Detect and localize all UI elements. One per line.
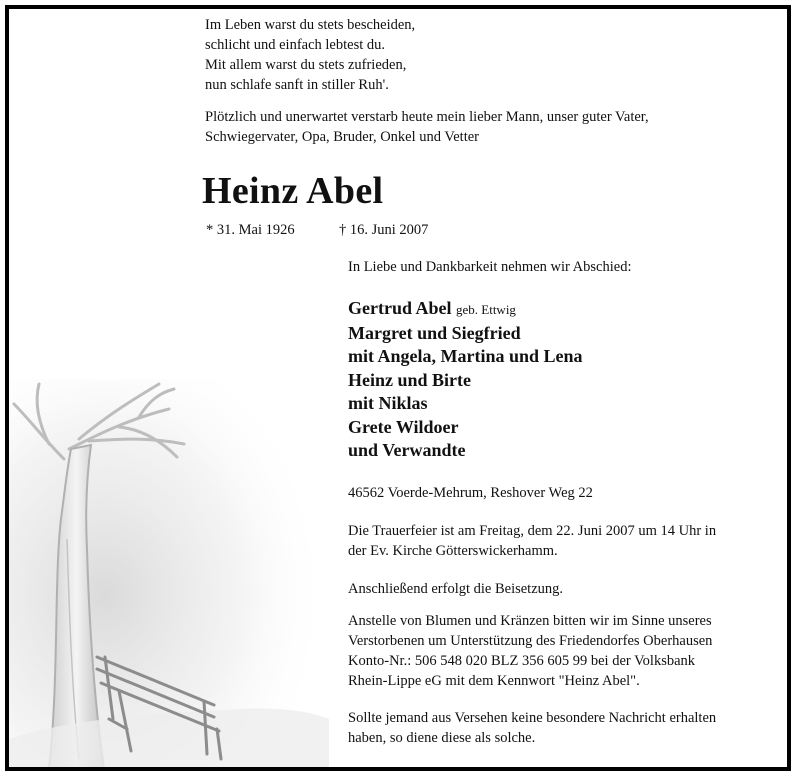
obituary-notice: [5, 5, 791, 771]
mourner-name: mit Niklas: [348, 393, 428, 413]
mourner-name: Grete Wildoer: [348, 416, 459, 437]
mourner-primary: Gertrud Abel: [348, 298, 452, 318]
mourner-name: mit Angela, Martina und Lena: [348, 346, 583, 366]
deceased-name: Heinz Abel: [202, 170, 384, 212]
burial-note: Anschließend erfolgt die Beisetzung.: [348, 581, 564, 597]
funeral-details: Die Trauerfeier ist am Freitag, dem 22. Juni 2007 um 14 Uhr in der Ev. Kirche Götterswickerhamm.: [348, 523, 717, 559]
closing-note: Sollte jemand aus Versehen keine besondere Nachricht erhalten haben, so diene diese als solche.: [348, 710, 717, 746]
mourner-name: Margret und Siegfried: [348, 322, 521, 343]
farewell-line: In Liebe und Dankbarkeit nehmen wir Abschied:: [348, 259, 632, 275]
mourner-name: und Verwandte: [348, 440, 466, 460]
death-date: † 16. Juni 2007: [339, 222, 429, 238]
maiden-name-note: geb. Ettwig: [456, 302, 516, 317]
family-address: 46562 Voerde-Mehrum, Reshover Weg 22: [348, 485, 593, 501]
memorial-poem: Im Leben warst du stets bescheiden, schlicht und einfach lebtest du. Mit allem warst du stets zufrieden, nun schlafe sanft in stiller Ruh'.: [205, 17, 416, 93]
mourners-list: [348, 297, 788, 463]
birth-date: * 31. Mai 1926: [206, 222, 295, 238]
announcement-intro: Plötzlich und unerwartet verstarb heute mein lieber Mann, unser guter Vater, Schwiegervater, Opa, Bruder, Onkel und Vetter: [205, 109, 649, 145]
tree-and-bench-illustration: [9, 379, 329, 771]
mourner-name: [348, 297, 788, 322]
donation-request: Anstelle von Blumen und Kränzen bitten wir im Sinne unseres Verstorbenen um Unterstützung des Friedendorfes Oberhausen Konto-Nr.: 506 548 020 BLZ 356 605 99 bei der Volksbank Rhein-Lippe eG mit dem Kennwort "Heinz Abel".: [348, 613, 713, 689]
mourner-name: Heinz und Birte: [348, 369, 472, 390]
